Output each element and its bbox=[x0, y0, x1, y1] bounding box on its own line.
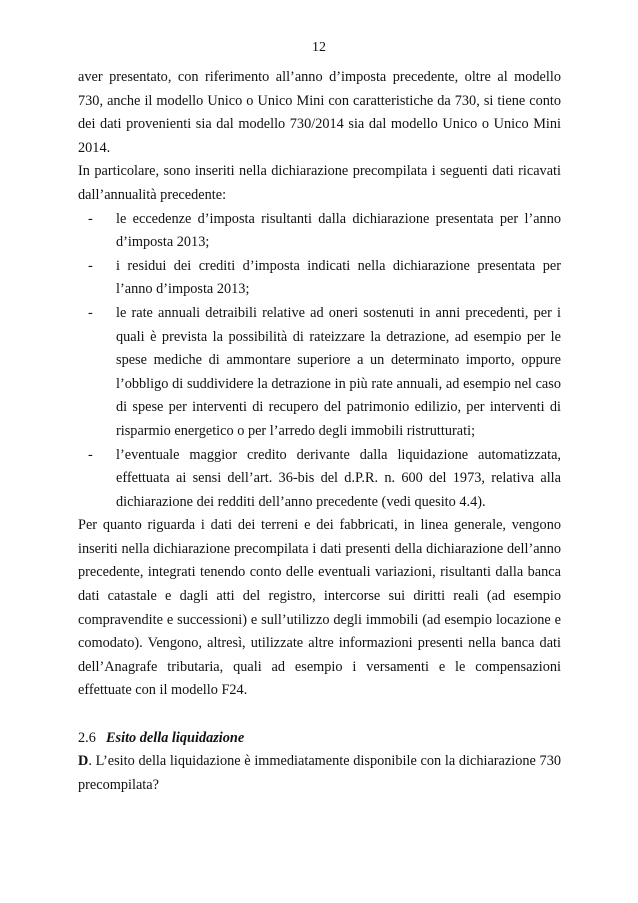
page-number: 12 bbox=[312, 40, 326, 55]
paragraph-list-intro: In particolare, sono inseriti nella dichiarazione precompilata i seguenti dati ricavati dall’annualità precedente: bbox=[78, 163, 561, 203]
bullet-dash: - bbox=[88, 446, 93, 463]
list-item bbox=[78, 255, 561, 302]
paragraph-gap bbox=[78, 703, 561, 727]
list-item bbox=[78, 302, 561, 444]
question-marker: D bbox=[78, 753, 89, 770]
bullet-dash: - bbox=[88, 210, 93, 227]
list-item-text: le eccedenze d’imposta risultanti dalla dichiarazione presentata per l’anno d’imposta 2013; bbox=[116, 210, 561, 251]
bullet-list bbox=[78, 208, 561, 515]
paragraph-intro: aver presentato, con riferimento all’anno d’imposta precedente, oltre al modello 730, anche il modello Unico o Unico Mini con caratteristiche da 730, si tiene conto dei dati provenienti sia dal modello 730/2014 sia dal modello Unico o Unico Mini 2014. bbox=[78, 69, 561, 156]
list-item-text: le rate annuali detraibili relative ad oneri sostenuti in anni precedenti, per i quali è prevista la possibilità di rateizzare la detrazione, ad esempio per le spese mediche di ammontare superiore a un determinato importo, oppure l’obbligo di suddividere la detrazione in più rate annuali, ad esempio nel caso di spese per interventi di recupero del patrimonio edilizio, per interventi di risparmio energetico o per l’arredo degli immobili ristrutturati; bbox=[116, 304, 561, 439]
bullet-dash: - bbox=[88, 304, 93, 321]
page-content bbox=[78, 66, 561, 797]
section-number: 2.6 bbox=[78, 729, 96, 746]
list-item-text: l’eventuale maggior credito derivante dalla liquidazione automatizzata, effettuata ai sensi dell’art. 36-bis del d.P.R. n. 600 del 1973, relativa alla dichiarazione dei redditi dell’anno precedente (vedi quesito 4.4). bbox=[116, 446, 561, 510]
list-item bbox=[78, 444, 561, 515]
list-item bbox=[78, 208, 561, 255]
bullet-dash: - bbox=[88, 257, 93, 274]
question-text: . L’esito della liquidazione è immediatamente disponibile con la dichiarazione 730 precompilata? bbox=[78, 753, 561, 793]
paragraph-terreni-fabbricati: Per quanto riguarda i dati dei terreni e dei fabbricati, in linea generale, vengono inseriti nella dichiarazione precompilata i dati presenti della dichiarazione dell’anno precedente, integrati tenendo conto delle eventuali variazioni, risultanti dalla banca dati catastale e dagli atti del registro, intercorse sui diritti reali (ad esempio compravendite e successioni) e sull’utilizzo degli immobili (ad esempio locazione e comodato). Vengono, altresì, utilizzate altre informazioni presenti nella banca dati dell’Anagrafe tributaria, quali ad esempio i versamenti e le compensazioni effettuate con il modello F24. bbox=[78, 517, 561, 699]
question-paragraph bbox=[78, 750, 561, 797]
section-title: Esito della liquidazione bbox=[106, 729, 245, 746]
list-item-text: i residui dei crediti d’imposta indicati nella dichiarazione presentata per l’anno d’imposta 2013; bbox=[116, 257, 561, 298]
section-heading bbox=[78, 727, 561, 751]
